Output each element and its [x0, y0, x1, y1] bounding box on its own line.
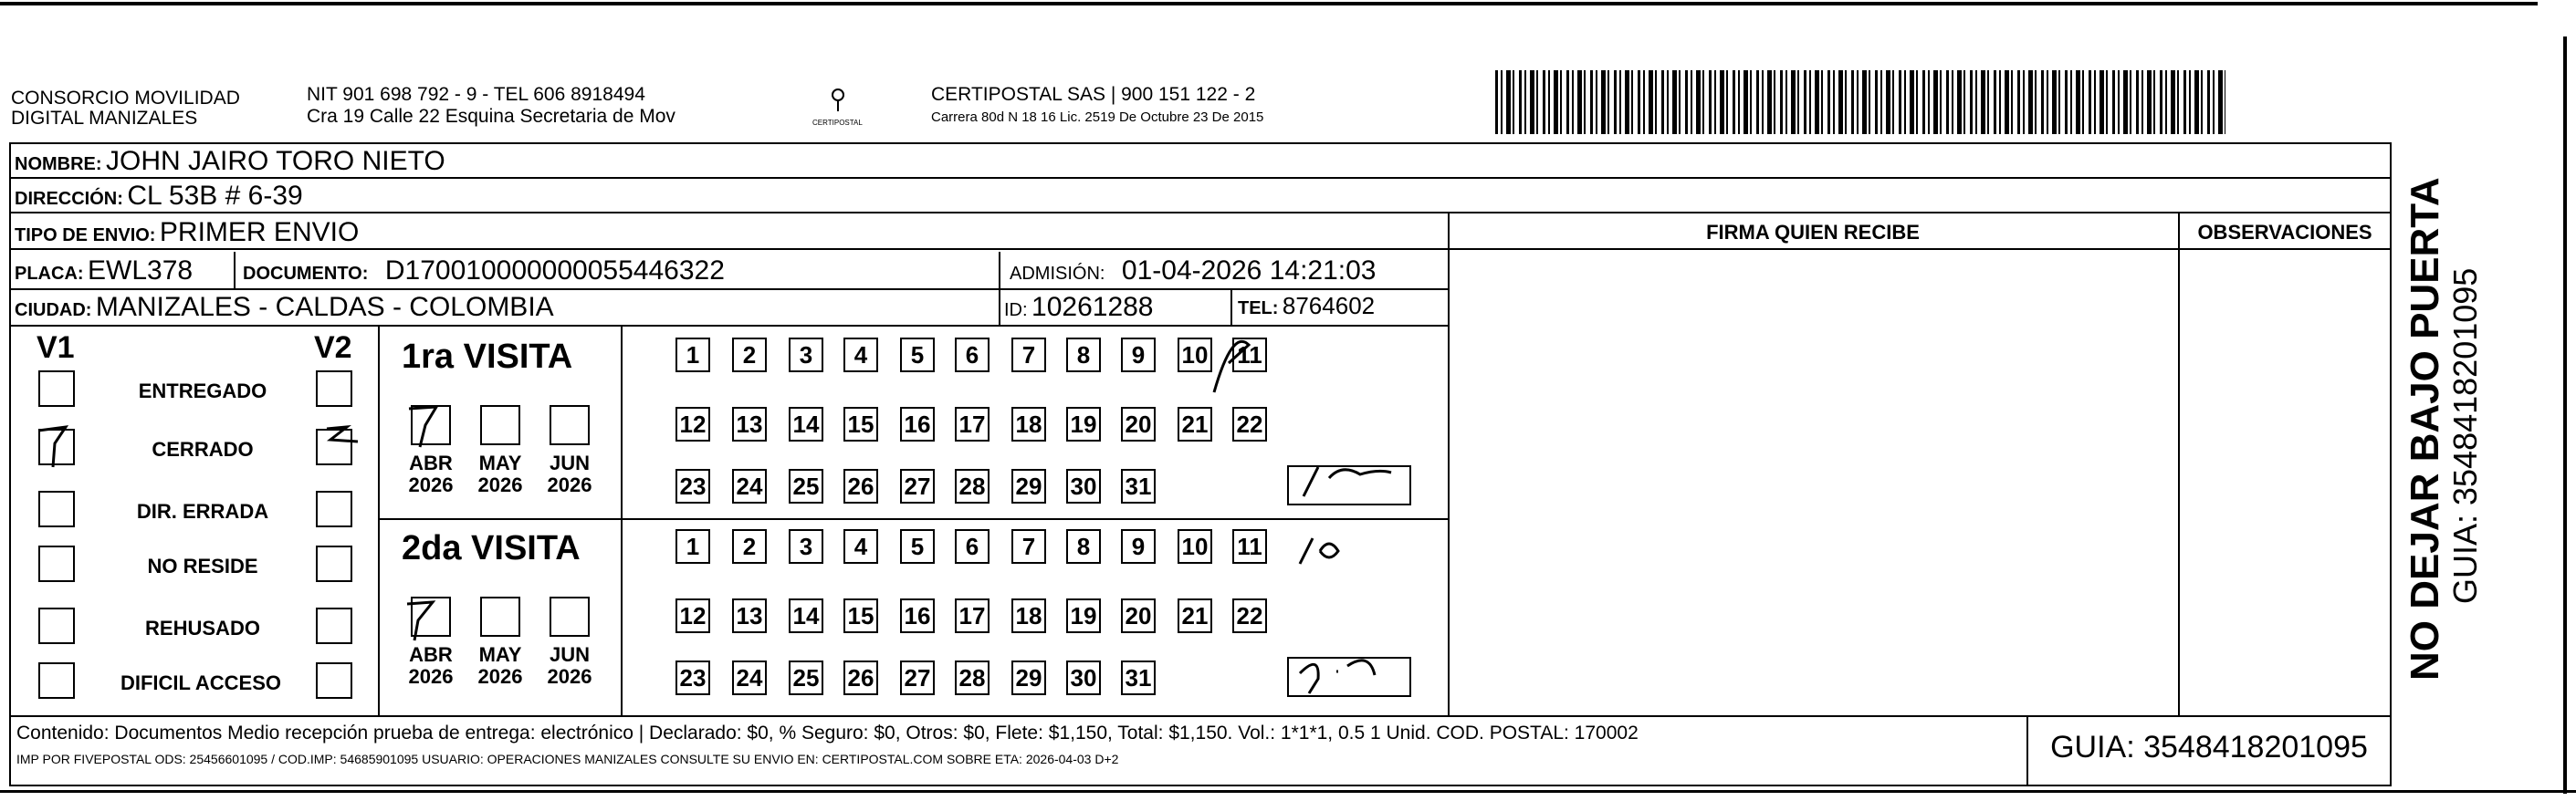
day-box[interactable]: 15 [843, 407, 878, 442]
day-box[interactable]: 25 [789, 661, 823, 695]
day-box[interactable]: 19 [1066, 407, 1101, 442]
contenido-text: Contenido: Documentos Medio recepción prueba de entrega: electrónico | Declarado: $0, % Seguro: $0, Otros: $0, Flete: $1,150, Total: $1,150. Vol.: 1*1*1, 0.5 1 Unid. COD. POSTAL: 170002 [16, 723, 1639, 744]
day-box[interactable]: 16 [900, 407, 935, 442]
month-year: 2026 [547, 473, 592, 496]
day-box[interactable]: 8 [1066, 338, 1101, 372]
admision-value: 01-04-2026 14:21:03 [1121, 255, 1377, 286]
nombre-value: JOHN JAIRO TORO NIETO [106, 146, 445, 176]
tel-value: 8764602 [1282, 292, 1376, 319]
status-label: NO RESIDE [147, 555, 258, 577]
nombre-label: NOMBRE: [15, 154, 102, 174]
day-box[interactable]: 31 [1121, 661, 1156, 695]
month-year: 2026 [408, 473, 454, 496]
side-guia: GUIA: 3548418201095 [2446, 267, 2484, 604]
day-box[interactable]: 4 [843, 338, 878, 372]
imp-text: IMP POR FIVEPOSTAL ODS: 25456601095 / COD.IMP: 54685901095 USUARIO: OPERACIONES MANIZALES CONSULTE SU ENVIO EN: CERTIPOSTAL.COM SOBRE ETA: 2026-04-03 D+2 [16, 752, 1119, 766]
month-year: 2026 [477, 665, 523, 688]
documento-label: DOCUMENTO: [243, 264, 369, 284]
day-box[interactable]: 27 [900, 661, 935, 695]
nit-line: NIT 901 698 792 - 9 - TEL 606 8918494 [307, 84, 645, 105]
bottom-rule [0, 790, 2576, 793]
status-label: CERRADO [152, 438, 254, 461]
day-box[interactable]: 22 [1232, 407, 1267, 442]
month-name: JUN [549, 643, 590, 666]
day-box[interactable]: 24 [732, 661, 767, 695]
checkmark-mark [327, 427, 358, 442]
day-box[interactable]: 2 [732, 338, 767, 372]
admision-label: ADMISIÓN: [1010, 264, 1105, 284]
day-box[interactable]: 14 [789, 407, 823, 442]
day-box[interactable]: 27 [900, 469, 935, 504]
day-box[interactable]: 14 [789, 598, 823, 633]
day-box[interactable]: 4 [843, 529, 878, 564]
visit2-title: 2da VISITA [402, 529, 581, 567]
guia-box: GUIA: 3548418201095 [2050, 730, 2368, 765]
v2-header: V2 [314, 330, 352, 365]
day-box[interactable]: 9 [1121, 338, 1156, 372]
right-edge-rule [2563, 36, 2567, 794]
day-box[interactable]: 12 [675, 407, 710, 442]
status-label: DIR. ERRADA [136, 500, 269, 523]
visit1-title: 1ra VISITA [402, 338, 573, 376]
status-label: DIFICIL ACCESO [120, 671, 281, 694]
day-box[interactable]: 18 [1011, 598, 1046, 633]
status-label: REHUSADO [145, 617, 260, 640]
day-box[interactable]: 23 [675, 469, 710, 504]
placa-label: PLACA: [15, 264, 84, 284]
documento-value: D170010000000055446322 [384, 255, 725, 286]
day-box[interactable]: 11 [1232, 529, 1267, 564]
id-label: ID: [1004, 300, 1028, 320]
day-box[interactable]: 29 [1011, 661, 1046, 695]
firma-header: FIRMA QUIEN RECIBE [1706, 221, 1920, 244]
placa-value: EWL378 [88, 255, 194, 286]
ciudad-value: MANIZALES - CALDAS - COLOMBIA [95, 292, 554, 322]
direccion-value: CL 53B # 6-39 [127, 181, 303, 211]
observaciones-header: OBSERVACIONES [2197, 221, 2372, 244]
day-box[interactable]: 25 [789, 469, 823, 504]
carrier-address: Carrera 80d N 18 16 Lic. 2519 De Octubre 23 De 2015 [931, 109, 1264, 125]
day-box[interactable]: 13 [732, 598, 767, 633]
day-box[interactable]: 11 [1232, 338, 1267, 372]
day-box[interactable]: 28 [955, 469, 990, 504]
status-label: ENTREGADO [138, 380, 267, 402]
day-box[interactable]: 9 [1121, 529, 1156, 564]
day-box[interactable]: 21 [1178, 407, 1212, 442]
day-box[interactable]: 19 [1066, 598, 1101, 633]
day-box[interactable]: 24 [732, 469, 767, 504]
day-box[interactable]: 30 [1066, 661, 1101, 695]
day-box[interactable]: 29 [1011, 469, 1046, 504]
day-box[interactable]: 17 [955, 407, 990, 442]
ciudad-label: CIUDAD: [15, 300, 92, 320]
day-box[interactable]: 22 [1232, 598, 1267, 633]
day-box[interactable]: 7 [1011, 338, 1046, 372]
day-box[interactable]: 8 [1066, 529, 1101, 564]
logo-text: CERTIPOSTAL [812, 119, 863, 127]
direccion-label: DIRECCIÓN: [15, 189, 123, 209]
day-box[interactable]: 3 [789, 338, 823, 372]
day-box[interactable]: 1 [675, 529, 710, 564]
day-box[interactable]: 23 [675, 661, 710, 695]
month-name: ABR [409, 643, 453, 666]
v1-header: V1 [37, 330, 75, 365]
month-year: 2026 [477, 473, 523, 496]
day-box[interactable]: 6 [955, 529, 990, 564]
day-box[interactable]: 13 [732, 407, 767, 442]
tipo-envio-value: PRIMER ENVIO [159, 217, 360, 247]
company-name-line1: CONSORCIO MOVILIDAD [11, 88, 240, 109]
day-box[interactable]: 16 [900, 598, 935, 633]
carrier-line: CERTIPOSTAL SAS | 900 151 122 - 2 [931, 84, 1256, 105]
tel-label: TEL: [1238, 298, 1279, 318]
day-box[interactable]: 17 [955, 598, 990, 633]
day-box[interactable]: 30 [1066, 469, 1101, 504]
day-box[interactable]: 5 [900, 338, 935, 372]
checkmark-mark [409, 407, 436, 447]
scribble-mark [1214, 341, 1249, 392]
day-box[interactable]: 3 [789, 529, 823, 564]
day-box[interactable]: 26 [843, 469, 878, 504]
day-box[interactable]: 28 [955, 661, 990, 695]
no-dejar-bajo-puerta: NO DEJAR BAJO PUERTA [2403, 177, 2447, 681]
time-note-mark [1304, 467, 1391, 496]
month-name: MAY [478, 643, 522, 666]
tipo-envio-label: TIPO DE ENVIO: [15, 225, 156, 245]
id-value: 10261288 [1031, 292, 1154, 322]
day-box[interactable]: 18 [1011, 407, 1046, 442]
day-box[interactable]: 21 [1178, 598, 1212, 633]
month-name: JUN [549, 452, 590, 474]
day-box[interactable]: 6 [955, 338, 990, 372]
month-year: 2026 [408, 665, 454, 688]
time-note-mark [1300, 661, 1375, 693]
month-year: 2026 [547, 665, 592, 688]
month-name: MAY [478, 452, 522, 474]
day-box[interactable]: 1 [675, 338, 710, 372]
day-box[interactable]: 12 [675, 598, 710, 633]
day-box[interactable]: 10 [1178, 529, 1212, 564]
day-box[interactable]: 5 [900, 529, 935, 564]
month-name: ABR [409, 452, 453, 474]
day-box[interactable]: 20 [1121, 598, 1156, 633]
day-box[interactable]: 10 [1178, 338, 1212, 372]
day-box[interactable]: 20 [1121, 407, 1156, 442]
day-box[interactable]: 7 [1011, 529, 1046, 564]
day-box[interactable]: 31 [1121, 469, 1156, 504]
day-box[interactable]: 15 [843, 598, 878, 633]
day-box[interactable]: 26 [843, 661, 878, 695]
scribble-mark [1300, 538, 1338, 564]
day-box[interactable]: 2 [732, 529, 767, 564]
address-line: Cra 19 Calle 22 Esquina Secretaria de Mov [307, 106, 675, 127]
checkmark-mark [407, 602, 433, 640]
company-name-line2: DIGITAL MANIZALES [11, 108, 198, 129]
checkmark-mark [38, 427, 66, 467]
